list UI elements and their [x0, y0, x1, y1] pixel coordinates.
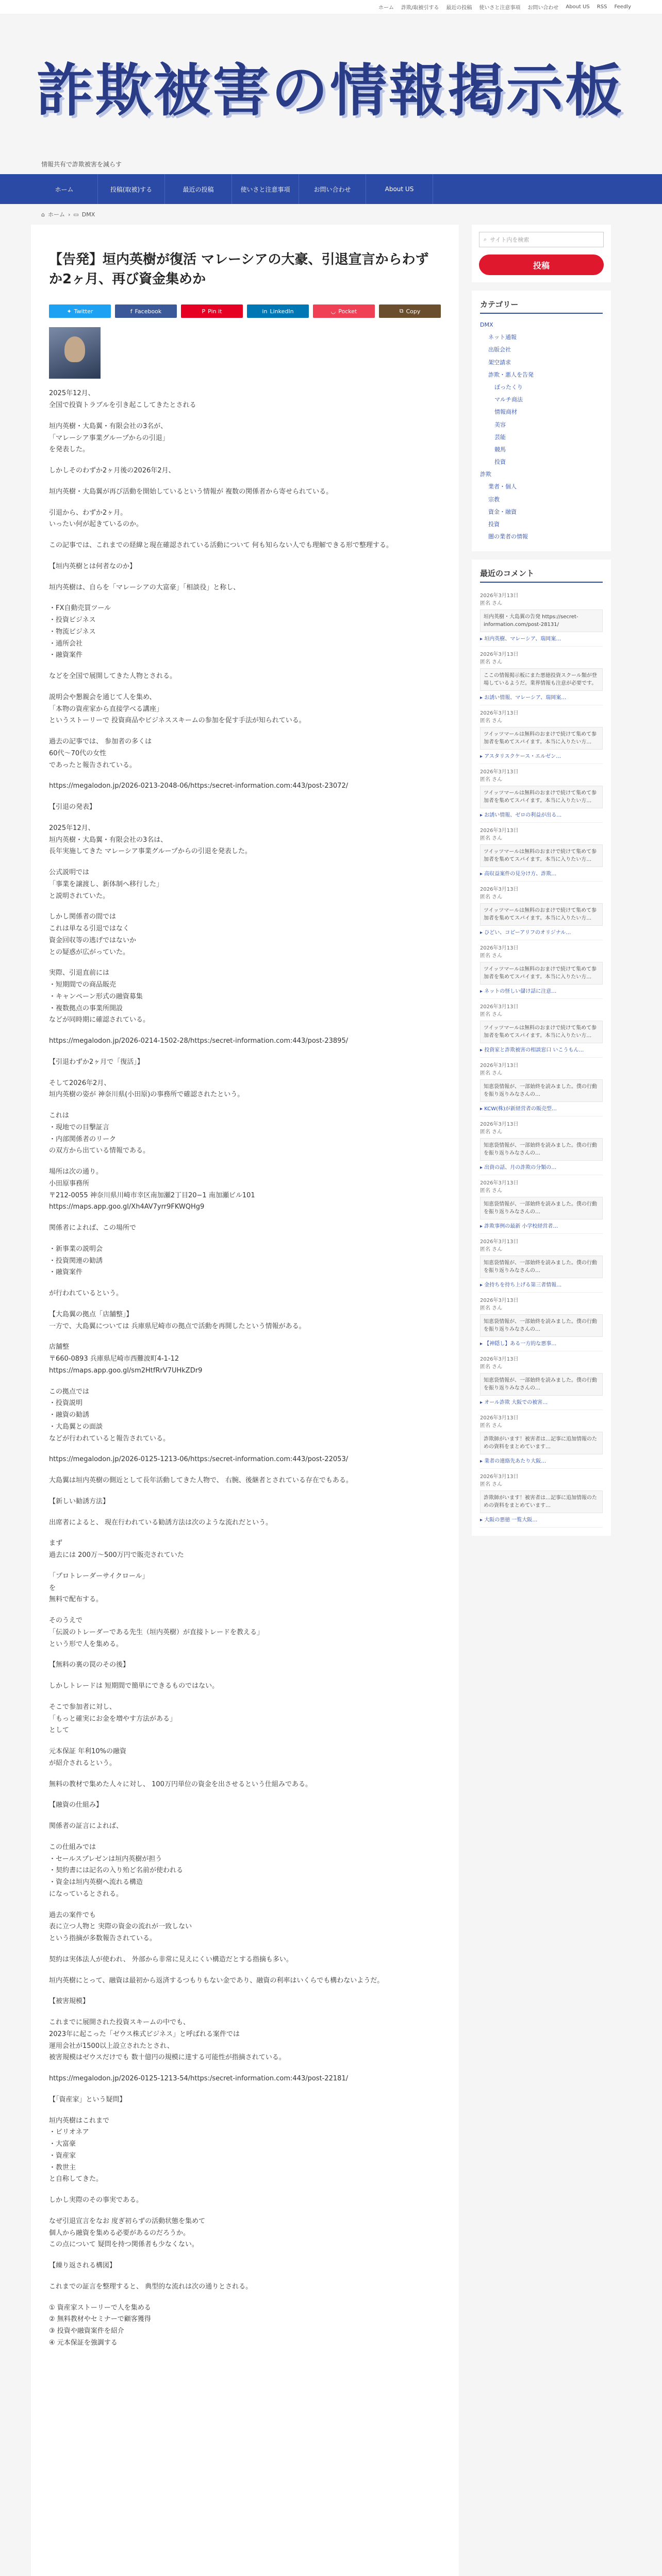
category-link[interactable]: 芸能 [494, 433, 506, 440]
article-paragraph: まず 過去には 200万〜500万円で販売されていた [49, 1539, 184, 1560]
categories-title: カテゴリー [480, 299, 603, 314]
comment-date: 2026年3月13日 [480, 1004, 519, 1010]
category-link[interactable]: 詐欺・悪人を告発 [488, 371, 534, 378]
search-input[interactable] [479, 232, 604, 247]
comment-item [480, 999, 603, 1058]
comment-author: 匿名 さん [480, 718, 503, 724]
comment-date: 2026年3月13日 [480, 1474, 519, 1480]
comment-excerpt: 知恵袋情報が、一部始終を読みました。僕の行動を振り返りみなさんの… [480, 1314, 603, 1337]
article-paragraph: 元本保証 年利10%の融資 が紹介されるという。 [49, 1748, 127, 1767]
breadcrumb-home[interactable]: ホーム [47, 211, 65, 218]
comment-date: 2026年3月13日 [480, 652, 519, 658]
share-buttons [49, 304, 441, 318]
comment-item [480, 647, 603, 705]
article-paragraph: 【引退わずか2ヶ月で「復活」】 [49, 1058, 144, 1066]
breadcrumb-category[interactable]: DMX [81, 211, 95, 218]
comment-post-link[interactable]: ▸ ネットの怪しい儲け話に注意… [480, 989, 557, 995]
article-paragraph: しかし実際のその事実である。 [49, 2196, 143, 2205]
comment-author: 匿名 さん [480, 777, 503, 783]
article-paragraph: 垣内英樹・大島翼が再び活動を開始しているという情報が 複数の関係者から寄せられている。 [49, 487, 333, 496]
article-paragraph: しかしトレードは 短期間で簡単にできるものではない。 [49, 1682, 219, 1690]
article-paragraph: 説明会や懇親会を通じて人を集め、 「本物の資産家から直接学べる講座」 というストーリーで 投資商品やビジネススキームの参加を促す手法が知られている。 [49, 693, 306, 725]
comment-item [480, 1058, 603, 1116]
comment-author: 匿名 さん [480, 659, 503, 666]
comment-post-link[interactable]: ▸ お誘い情報、ゼロの利益が出る… [480, 812, 562, 819]
link-icon: ▸ [480, 695, 485, 701]
categories-widget [472, 291, 611, 551]
comment-date: 2026年3月13日 [480, 1122, 519, 1128]
comment-excerpt: 知恵袋情報が、一部始終を読みました。僕の行動を振り返りみなさんの… [480, 1138, 603, 1161]
comment-item [480, 823, 603, 882]
article-paragraph: 関係者の証言によれば、 [49, 1822, 123, 1831]
nav-item-about[interactable]: About US [366, 174, 433, 204]
site-header [0, 14, 662, 174]
article-paragraph: しかし関係者の間では これは単なる引退ではなく 資金回収等の逃げではないか との疑惑が広がっていた。 [49, 913, 137, 956]
link-icon: ▸ [480, 812, 485, 819]
link-icon: ▸ [480, 930, 485, 936]
topbar-link-1[interactable]: 詐欺/取被引する [401, 5, 439, 11]
comment-item [480, 1410, 603, 1469]
pocket-icon: ◡ [330, 308, 336, 315]
category-link[interactable]: 宗教 [488, 496, 500, 503]
nav-item-post[interactable]: 投稿(取被)する [98, 174, 165, 204]
comment-post-link[interactable]: ▸ アスタリスクケース・エルゼン… [480, 754, 561, 760]
nav-item-contact[interactable]: お問い合わせ [299, 174, 366, 204]
comment-author: 匿名 さん [480, 1188, 503, 1194]
article-paragraph: 垣内英樹は、自らを「マレーシアの大富豪」「相談役」と称し、 [49, 583, 240, 591]
article-paragraph: 契約は実体法人が使われ、 外部から非常に見えにくい構造だとする指摘も多い。 [49, 1955, 293, 1963]
article-body [49, 388, 441, 2349]
nav-item-notes[interactable]: 使いさと注意事項 [232, 174, 299, 204]
article-paragraph: 出席者によると、 現在行われている勧誘方法は次のような流れだという。 [49, 1518, 273, 1527]
comment-date: 2026年3月13日 [480, 710, 519, 717]
share-facebook-button[interactable]: f Facebook [115, 304, 177, 318]
comment-date: 2026年3月13日 [480, 1180, 519, 1187]
category-link[interactable]: 詐欺 [480, 471, 491, 478]
comment-date: 2026年3月13日 [480, 945, 519, 952]
topbar-link-6[interactable]: RSS [597, 4, 607, 10]
comment-post-link[interactable]: ▸ 大阪の悪徳 一覧大阪… [480, 1517, 538, 1523]
article-paragraph: https://megalodon.jp/2026-0125-1213-54/https:/secret-information.com:443/post-22181/ [49, 2075, 349, 2083]
category-link[interactable]: DMX [480, 321, 493, 328]
comment-post-link[interactable]: ▸ 高収益案件の見分け方、詐欺… [480, 871, 557, 877]
category-link[interactable]: 資金・融資 [488, 508, 517, 515]
comment-excerpt: ツイッツマールは無料のおまけで続けて集めて参加者を集めてスパイます。本当に入りたい方… [480, 844, 603, 867]
article-paragraph: 【融資の仕組み】 [49, 1801, 103, 1809]
comment-excerpt: ツイッツマールは無料のおまけで続けて集めて参加者を集めてスパイます。本当に入りたい方… [480, 962, 603, 985]
comment-item [480, 588, 603, 647]
comment-excerpt: 知恵袋情報が、一部始終を読みました。僕の行動を振り返りみなさんの… [480, 1079, 603, 1102]
comment-excerpt: 知恵袋情報が、一部始終を読みました。僕の行動を振り返りみなさんの… [480, 1197, 603, 1219]
comment-author: 匿名 さん [480, 1306, 503, 1312]
comment-excerpt: 詐欺師がいます！被害者は…記事に追加情報のための資料をまとめています… [480, 1432, 603, 1454]
comment-excerpt: 垣内英樹・大島翼の告発 https://secret-information.com/post-28131/ [480, 609, 603, 632]
comment-excerpt: ツイッツマールは無料のおまけで続けて集めて参加者を集めてスパイます。本当に入りたい方… [480, 727, 603, 750]
article-paragraph: 垣内英樹にとって、融資は最初から返済するつもりもない金であり、融資の利率はいくらでも構わないようだ。 [49, 1976, 384, 1985]
comment-author: 匿名 さん [480, 894, 503, 901]
comment-post-link[interactable]: ▸ 垣内英樹、マレーシア、瑞岡案… [480, 636, 561, 642]
folder-icon: ▭ [73, 211, 79, 218]
share-copy-button[interactable]: ⧉ Copy [379, 304, 441, 318]
top-utility-bar [0, 0, 662, 14]
comment-item [480, 882, 603, 940]
link-icon: ▸ [480, 1165, 485, 1171]
category-link[interactable]: 美容 [494, 421, 506, 428]
category-link[interactable]: 投資 [494, 459, 506, 466]
home-icon: ⌂ [41, 211, 45, 218]
recent-comments-title: 最近のコメント [480, 568, 603, 583]
article-paragraph: 無料の教材で集めた人々に対し、 100万円単位の資金を出させるという仕組みである。 [49, 1780, 312, 1788]
comment-excerpt: 知恵袋情報が、一部始終を読みました。僕の行動を振り返りみなさんの… [480, 1373, 603, 1396]
comment-author: 匿名 さん [480, 953, 503, 959]
topbar-link-3[interactable]: 使いさと注意事項 [479, 5, 521, 11]
twitter-icon: ✦ [67, 308, 72, 315]
chevron-right-icon: › [68, 211, 71, 218]
comment-post-link[interactable]: ▸ 詐欺事例の最新 小学校経営者… [480, 1224, 558, 1230]
nav-item-recent[interactable]: 最近の投稿 [165, 174, 232, 204]
topbar-link-7[interactable]: Feedly [614, 4, 631, 10]
facebook-icon: f [130, 308, 133, 315]
link-icon: ▸ [480, 871, 485, 877]
comment-item [480, 1116, 603, 1175]
category-link[interactable]: 闇の業者の情報 [488, 533, 528, 540]
article-paragraph: 引退から、わずか2ヶ月。 いったい何が起きているのか。 [49, 509, 143, 529]
article-paragraph: なぜ引退宣言をなお 度ぎ初らずの活動状態を集めて 個人から融資を集める必要があるのだろうか。 この点について 疑問を持つ関係者も少なくない。 [49, 2217, 206, 2249]
comment-author: 匿名 さん [480, 1482, 503, 1488]
article-eyecatch-image [49, 327, 101, 379]
category-link[interactable]: マルチ商法 [494, 396, 523, 403]
comment-date: 2026年3月13日 [480, 1415, 519, 1421]
article-paragraph: 【垣内英樹とは何者なのか】 [49, 562, 137, 570]
comment-post-link[interactable]: ▸ 投資家と詐欺被害の相談窓口 いこうもん… [480, 1047, 584, 1054]
category-link[interactable]: ネット通報 [488, 334, 517, 341]
comment-date: 2026年3月13日 [480, 593, 519, 599]
article-title: 【告発】垣内英樹が復活 マレーシアの大豪、引退宣言からわずか2ヶ月、再び資金集めか [49, 252, 429, 287]
category-link[interactable]: 架空請求 [488, 359, 511, 366]
article-paragraph: この記事では、これまでの経緯と現在確認されている活動について 何も知らない人でも理解できる形で整理する。 [49, 541, 393, 550]
comment-item [480, 1469, 603, 1528]
comment-post-link[interactable]: ▸ KCW(株)が新経営者の販売型… [480, 1106, 557, 1112]
article-paragraph: 垣内英樹はこれまで ・ビリオネア ・大富豪 ・資産家 ・教世主 と自称してきた。 [49, 2116, 110, 2183]
article-main [31, 225, 459, 2576]
link-icon: ▸ [480, 1047, 485, 1054]
link-icon: ▸ [480, 636, 485, 642]
search-placeholder: サイト内を検索 [490, 236, 529, 243]
comment-excerpt: 知恵袋情報が、一部始終を読みました。僕の行動を振り返りみなさんの… [480, 1256, 603, 1278]
category-link[interactable]: 業者・個人 [488, 483, 517, 490]
site-logo[interactable]: 詐欺被害の情報掲示板 [36, 57, 624, 124]
article-paragraph: この仕組みでは ・セールスプレゼンは垣内英樹が担う ・契約書には記名の入り殆ど名前が使われる ・資金は垣内英樹へ流れる構造 になっているとされる。 [49, 1843, 184, 1898]
sidebar [472, 225, 611, 2576]
category-link[interactable]: 競馬 [494, 446, 506, 453]
comment-author: 匿名 さん [480, 1071, 503, 1077]
article-paragraph: 【「資産家」という疑問】 [49, 2095, 126, 2104]
comment-date: 2026年3月13日 [480, 1063, 519, 1069]
share-twitter-button[interactable]: ✦ Twitter [49, 304, 111, 318]
article-paragraph: ・FX自動売買ツール ・投資ビジネス ・物流ビジネス ・通所会社 ・融資案件 [49, 604, 111, 659]
share-pinterest-button[interactable]: P Pin it [181, 304, 243, 318]
article-paragraph: 【繰り返される構図】 [49, 2262, 117, 2270]
comment-item [480, 940, 603, 999]
topbar-link-0[interactable]: ホーム [378, 5, 394, 11]
article-paragraph: 「プロトレーダーサイクロール」 を 無料で配布する。 [49, 1572, 149, 1604]
link-icon: ▸ [480, 1517, 485, 1523]
comment-date: 2026年3月13日 [480, 887, 519, 893]
category-link[interactable]: 投資 [488, 521, 500, 528]
article-paragraph: 実際、引退直前には ・短期間での商品販売 ・キャンペーン形式の融資募集 ・複数拠点の事業所開設 などが同時期に確認されている。 [49, 969, 150, 1024]
comment-post-link[interactable]: ▸ ひどい、コピーアリフのオリジナル… [480, 930, 571, 936]
article-paragraph: この拠点では ・投資説明 ・融資の勧誘 ・大島翼との面談 などが行われていると報告されている。 [49, 1387, 170, 1443]
article-paragraph: などを全国で展開してきた人物とされる。 [49, 672, 177, 681]
share-linkedin-button[interactable]: in LinkedIn [247, 304, 309, 318]
comment-item [480, 1175, 603, 1234]
comment-item [480, 1351, 603, 1410]
comment-post-link[interactable]: ▸ 業者の連絡先あたり大阪… [480, 1459, 547, 1465]
article-paragraph: 店舗整 〒660-0893 兵庫県尼崎市西難波町4-1-12 https://maps.app.goo.gl/sm2HtfRrV7UHkZDr9 [49, 1343, 203, 1375]
category-link[interactable]: 情報商材 [494, 409, 517, 416]
category-link[interactable]: ぼったくり [494, 383, 523, 391]
comment-author: 匿名 さん [480, 1012, 503, 1018]
comment-post-link[interactable]: ▸ 出資の話、月の詐欺の分類の… [480, 1165, 557, 1171]
article-paragraph: ① 資産家ストーリーで人を集める ② 無料教材やセミナーで顧客獲得 ③ 投資や融資案件を紹介 ④ 元本保証を強調する [49, 2303, 151, 2347]
global-nav [0, 174, 662, 204]
article-paragraph: 【新しい勧誘方法】 [49, 1497, 110, 1505]
link-icon: ▸ [480, 1224, 485, 1230]
article-paragraph: そこで参加者に対し、 「もっと確実にお金を増やす方法がある」 として [49, 1703, 177, 1735]
article-paragraph: これまでの証言を整理すると、 典型的な流れは次の通りとされる。 [49, 2282, 253, 2291]
comment-post-link[interactable]: ▸ お誘い情報、マレーシア、瑞岡案… [480, 695, 567, 701]
comment-date: 2026年3月13日 [480, 1298, 519, 1304]
link-icon: ▸ [480, 1341, 485, 1347]
article-paragraph: 関係者によれば、この場所で [49, 1224, 137, 1232]
comment-date: 2026年3月13日 [480, 828, 519, 834]
comment-excerpt: ツイッツマールは無料のおまけで続けて集めて参加者を集めてスパイます。本当に入りたい方… [480, 786, 603, 808]
article-paragraph: 2025年12月、 全国で投資トラブルを引き起こしてきたとされる [49, 389, 196, 410]
comment-author: 匿名 さん [480, 601, 503, 607]
comment-item [480, 705, 603, 764]
comment-post-link[interactable]: ▸ 金持ちを持ち上げる第三者情報… [480, 1282, 562, 1289]
article-paragraph: 過去の案件でも 表に立つ人物と 実際の資金の流れが一致しない という指摘が多数報告されている。 [49, 1911, 192, 1943]
category-link[interactable]: 出版会社 [488, 346, 511, 353]
article-paragraph: 垣内英樹・大島翼・有限会社の3名が、 「マレーシア事業グループからの引退」 を発表した。 [49, 422, 169, 454]
search-icon: ⌕ [484, 236, 487, 243]
article-paragraph: ・新事業の説明会 ・投資関連の勧誘 ・融資案件 [49, 1245, 103, 1277]
comment-excerpt: 詐欺師がいます！被害者は…記事に追加情報のための資料をまとめています… [480, 1490, 603, 1513]
article-paragraph: 公式説明では 「事業を譲渡し、新体制へ移行した」 と説明されていた。 [49, 869, 163, 900]
comment-date: 2026年3月13日 [480, 769, 519, 775]
link-icon: ▸ [480, 1459, 485, 1465]
comment-date: 2026年3月13日 [480, 1239, 519, 1245]
comment-item [480, 1234, 603, 1293]
pinterest-icon: P [202, 308, 206, 315]
link-icon: ▸ [480, 1106, 485, 1112]
search-widget [472, 225, 611, 282]
article-paragraph: 2025年12月、 垣内英樹・大島翼・有限会社の3名は、 長年実施してきた マレーシア事業グループからの引退を発表した。 [49, 824, 252, 856]
link-icon: ▸ [480, 1400, 485, 1406]
recent-comments-widget [472, 560, 611, 1536]
link-icon: ▸ [480, 1282, 485, 1289]
topbar-link-5[interactable]: About US [566, 4, 590, 10]
article-paragraph: https://megalodon.jp/2026-0125-1213-06/https:/secret-information.com:443/post-22053/ [49, 1455, 349, 1464]
site-tagline: 情報共有で詐欺被害を減らす [41, 161, 122, 168]
post-button[interactable]: 投稿 [479, 255, 604, 275]
comment-excerpt: ここの情報掲示板にまた悪徳投資スクール類が登場しているようだ。業界情報も注意が必要です。 [480, 668, 603, 691]
link-icon: ▸ [480, 989, 485, 995]
comment-excerpt: ツイッツマールは無料のおまけで続けて集めて参加者を集めてスパイます。本当に入りたい方… [480, 903, 603, 926]
link-icon: ▸ [480, 754, 485, 760]
article-paragraph: 【引退の発表】 [49, 803, 96, 811]
article-paragraph: しかしそのわずか2ヶ月後の2026年2月、 [49, 467, 175, 475]
comment-post-link[interactable]: ▸ 【神隠し】ある一方的な悪事… [480, 1341, 557, 1347]
breadcrumb [0, 204, 662, 225]
article-paragraph: 【無料の裏の罠のその後】 [49, 1661, 130, 1669]
comment-post-link[interactable]: ▸ オール詐欺 大阪での被害… [480, 1400, 548, 1406]
article-paragraph: https://megalodon.jp/2026-0213-2048-06/https:/secret-information.com:443/post-23072/ [49, 782, 349, 790]
topbar-link-4[interactable]: お問い合わせ [527, 5, 559, 11]
article-paragraph: が行われているという。 [49, 1290, 123, 1298]
article-paragraph: そのうえで 「伝説のトレーダーである先生（垣内英樹）が直接トレードを教える」 という形で人を集める。 [49, 1617, 264, 1648]
article-paragraph: 【被害規模】 [49, 1997, 90, 2006]
comment-date: 2026年3月13日 [480, 1357, 519, 1363]
article-paragraph: 場所は次の通り。 小田原事務所 〒212-0055 神奈川県川崎市幸区南加瀬2丁目20−1 南加瀬ビル101 https://maps.app.goo.gl/Xh4AV7yrr9FKWQHg9 [49, 1168, 255, 1211]
article-paragraph: 大島翼は垣内英樹の側近として長年活動してきた人物で、 右腕、後継者とされている存在でもある。 [49, 1477, 353, 1485]
article-paragraph: 【大島翼の拠点「店舗整」】 一方で、大島翼については 兵庫県尼崎市の拠点で活動を再開したという情報がある。 [49, 1310, 306, 1330]
article-paragraph: そして2026年2月、 垣内英樹の姿が 神奈川県(小田原)の事務所で確認されたという。 [49, 1079, 244, 1099]
comment-author: 匿名 さん [480, 836, 503, 842]
comment-author: 匿名 さん [480, 1129, 503, 1136]
comment-author: 匿名 さん [480, 1247, 503, 1253]
article-paragraph: https://megalodon.jp/2026-0214-1502-28/https:/secret-information.com:443/post-23895/ [49, 1037, 349, 1045]
nav-item-home[interactable]: ホーム [31, 174, 98, 204]
linkedin-icon: in [262, 308, 268, 315]
comment-item [480, 764, 603, 823]
comment-author: 匿名 さん [480, 1423, 503, 1429]
article-paragraph: これまでに展開された投資スキームの中でも、 2023年に起こった「ゼウス株式ビジネス」と呼ばれる案件では 運用会社が1500以上設立されたとされ、 被害規模はゼウスだけでも 数十億円の規模に達する可能性が指摘されている。 [49, 2019, 286, 2062]
article-paragraph: 過去の記事では、 参加者の多くは 60代〜70代の女性 であったと報告されている。 [49, 738, 152, 769]
article-paragraph: これは ・現地での目撃証言 ・内部関係者のリーク の双方から出ている情報である。 [49, 1112, 150, 1155]
share-pocket-button[interactable]: ◡ Pocket [313, 304, 375, 318]
comment-author: 匿名 さん [480, 1364, 503, 1370]
copy-icon: ⧉ [399, 308, 404, 315]
comment-excerpt: ツイッツマールは無料のおまけで続けて集めて参加者を集めてスパイます。本当に入りたい方… [480, 1021, 603, 1043]
topbar-link-2[interactable]: 最近の投稿 [446, 5, 472, 11]
comment-item [480, 1293, 603, 1351]
